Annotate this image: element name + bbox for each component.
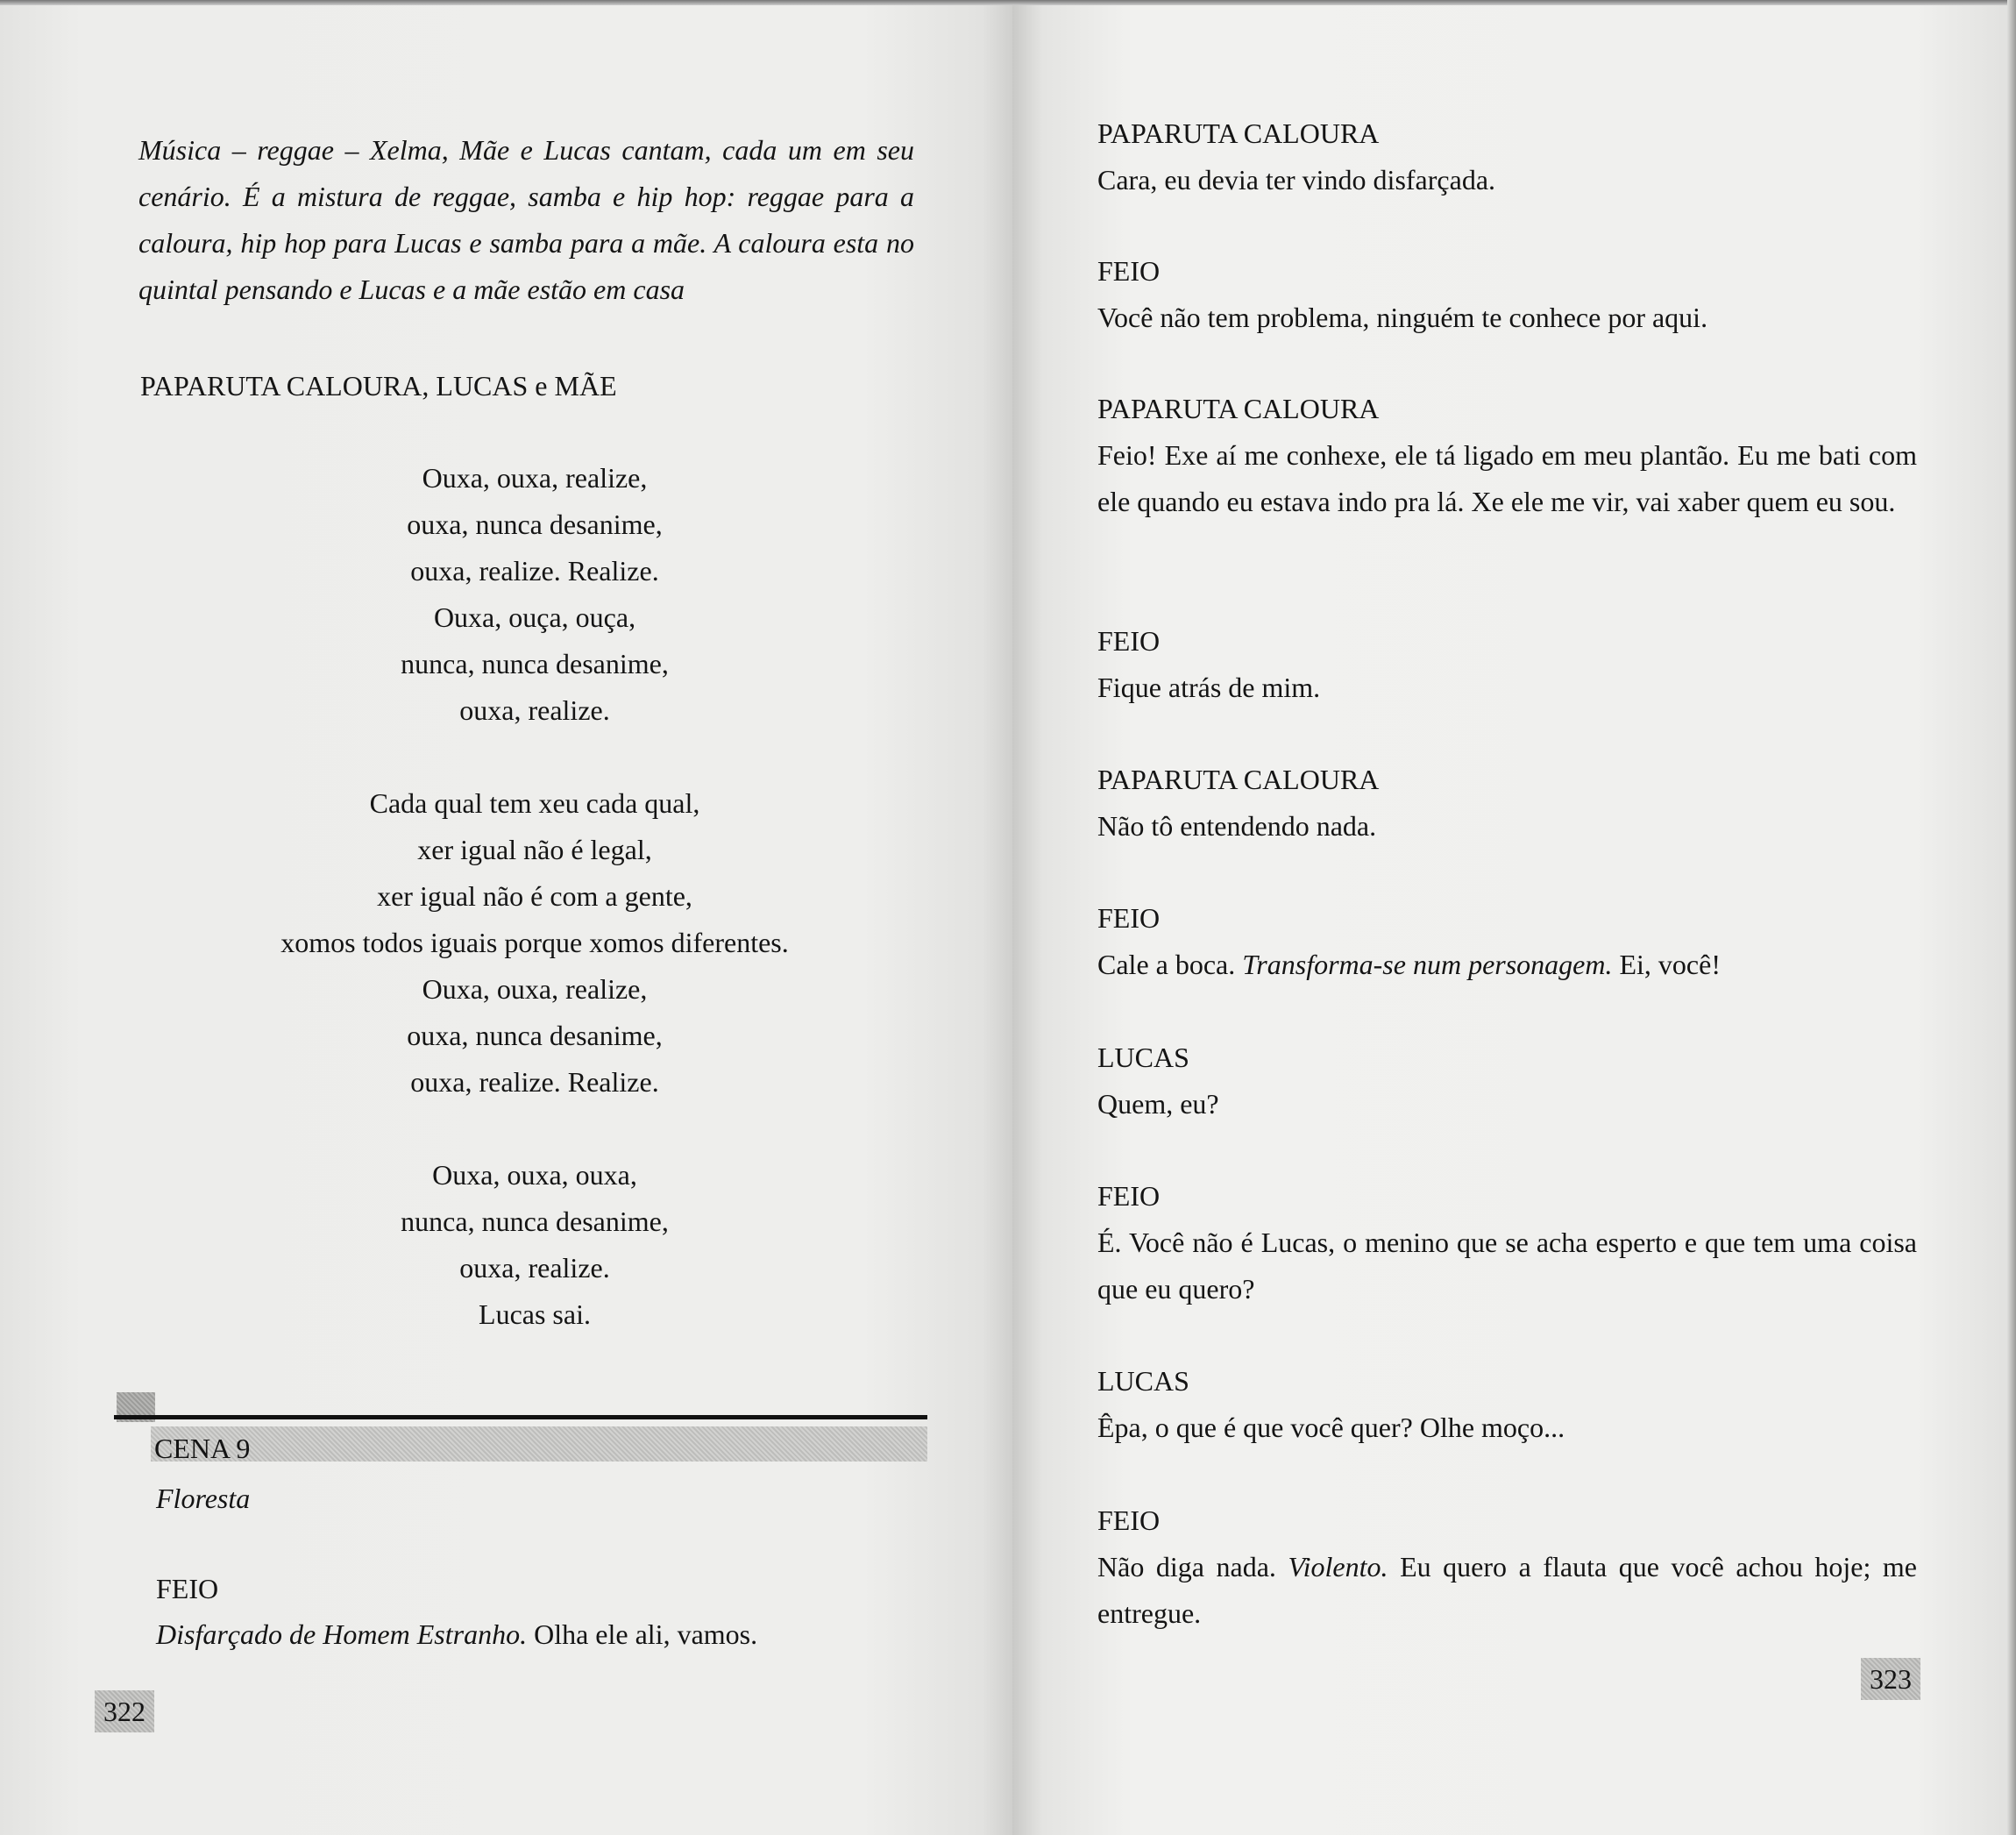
lyric-line: Lucas sai. [479,1298,591,1330]
dialogue-block [1097,895,1917,988]
lyric-line: xer igual não é com a gente, [377,880,692,912]
speaker-name: FEIO [1097,625,1161,657]
speaker-name: FEIO [1097,1180,1161,1212]
lyric-line: ouxa, nunca desanime, [407,509,663,540]
dialogue-block [1097,1497,1917,1637]
dialogue-block [1097,1173,1917,1312]
dialogue-text: Êpa, o que é que você quer? Olhe moço... [1097,1412,1565,1443]
lyric-line: ouxa, nunca desanime, [407,1020,663,1051]
lyric-line: Ouxa, ouxa, realize, [422,973,648,1005]
dialogue-text: Feio! Exe aí me conhexe, ele tá ligado em meu plantão. Eu me bati com ele quando eu estava indo pra lá. Xe ele me vir, vai xaber quem eu sou. [1097,439,1917,517]
dialogue-text: Não tô entendendo nada. [1097,810,1377,842]
dialogue-block [1097,618,1917,711]
right-page [1012,0,2016,1835]
speaker-name: LUCAS [1097,1042,1189,1073]
scene-divider-rule [114,1415,927,1419]
lyric-line: ouxa, realize. [459,1252,610,1284]
page-number: 323 [1861,1658,1920,1700]
dialogue-block [1097,1035,1917,1127]
dialogue-text: Cara, eu devia ter vindo disfarçada. [1097,164,1496,196]
page-right-edge [2007,0,2016,1835]
speaker-name: FEIO [1097,255,1161,287]
lyric-line: ouxa, realize. Realize. [410,1066,659,1098]
dialogue-text: Não diga nada. Violento. Eu quero a flauta que você achou hoje; me entregue. [1097,1551,1918,1629]
speaker-name: PAPARUTA CALOURA [1097,764,1380,795]
dialogue-block [1097,386,1917,525]
stage-direction: Transforma-se num personagem. [1242,949,1613,980]
lyric-line: nunca, nunca desanime, [401,648,669,679]
stage-direction: Violento. [1288,1551,1388,1583]
song-lyrics [140,455,929,1338]
speaker-name: FEIO [1097,1504,1161,1536]
lyric-line: Cada qual tem xeu cada qual, [369,787,700,819]
page-top-edge [0,0,1012,5]
dialogue-text: Quem, eu? [1097,1088,1219,1120]
stage-direction-music: Música – reggae – Xelma, Mãe e Lucas cantam, cada um em seu cenário. É a mistura de reggae, samba e hip hop: reggae para a caloura, hip hop para Lucas e samba para a mãe. A caloura esta no quintal pensando e Lucas e a mãe estão em casa [138,134,914,305]
dialogue-text: Cale a boca. Transforma-se num personagem. Ei, você! [1097,949,1721,980]
dialogue-block [1097,757,1917,850]
dialogue-line: Disfarçado de Homem Estranho. Olha ele ali, vamos. [156,1618,758,1650]
speaker-name: LUCAS [1097,1365,1189,1397]
scene-place: Floresta [156,1483,251,1514]
page-top-edge [1012,0,2016,5]
dialogue-block [1097,248,1917,341]
lyric-line: ouxa, realize. Realize. [410,555,659,587]
speaker-name: FEIO [1097,902,1161,934]
lyric-line: nunca, nunca desanime, [401,1206,669,1237]
scene-title: CENA 9 [154,1433,251,1464]
speaker-name: PAPARUTA CALOURA [1097,393,1380,424]
dialogue-block [1097,1358,1917,1451]
speaker-group: PAPARUTA CALOURA, LUCAS e MÃE [140,370,617,402]
lyric-line: Ouxa, ouxa, realize, [422,462,648,494]
dialogue-text: É. Você não é Lucas, o menino que se acha esperto e que tem uma coisa que eu quero? [1097,1227,1917,1305]
speaker-name: PAPARUTA CALOURA [1097,117,1380,149]
lyric-line: ouxa, realize. [459,694,610,726]
page-number: 322 [95,1690,154,1732]
scene-header-band [151,1426,927,1462]
lyric-line: xer igual não é legal, [417,834,652,865]
dialogue-block [1097,110,1917,203]
stage-direction: Disfarçado de Homem Estranho. [156,1618,528,1650]
lyric-line: Ouxa, ouxa, ouxa, [432,1159,637,1191]
dialogue-text: Fique atrás de mim. [1097,672,1321,703]
speaker-name: FEIO [156,1573,219,1604]
lyric-line: xomos todos iguais porque xomos diferentes. [280,927,789,958]
lyric-line: Ouxa, ouça, ouça, [433,601,636,633]
dialogue-text: Você não tem problema, ninguém te conhece por aqui. [1097,302,1708,333]
